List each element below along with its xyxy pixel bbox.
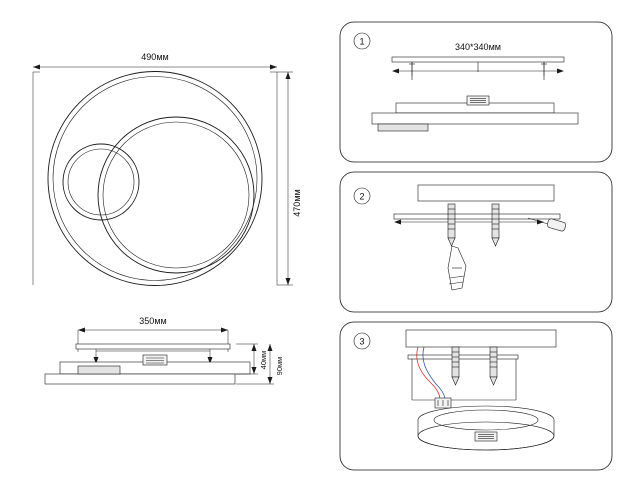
step-1-panel (340, 22, 612, 162)
front-diameter-label: 490мм (141, 52, 169, 62)
anchor-screw-right (492, 204, 499, 246)
step-1-number: 1 (359, 36, 365, 47)
side-width-label: 350мм (139, 316, 167, 326)
side-body-height-label: 40мм (259, 350, 268, 370)
install-hand-detail (448, 246, 466, 290)
side-view (45, 316, 284, 384)
front-view (33, 52, 302, 286)
bracket-span-label: 340*340мм (455, 42, 501, 52)
step-2-number: 2 (359, 191, 365, 202)
fixture-body (418, 406, 554, 450)
front-height-label: 470мм (292, 189, 302, 217)
side-total-height-label: 90мм (275, 356, 284, 376)
anchor-screw-right-step3 (490, 347, 497, 385)
step-3-number: 3 (359, 336, 365, 347)
step-3-panel (340, 322, 612, 470)
screwdriver-icon (528, 218, 566, 232)
anchor-screw-left (448, 204, 455, 246)
anchor-screw-left-step3 (452, 347, 459, 385)
step-2-panel (340, 172, 612, 312)
